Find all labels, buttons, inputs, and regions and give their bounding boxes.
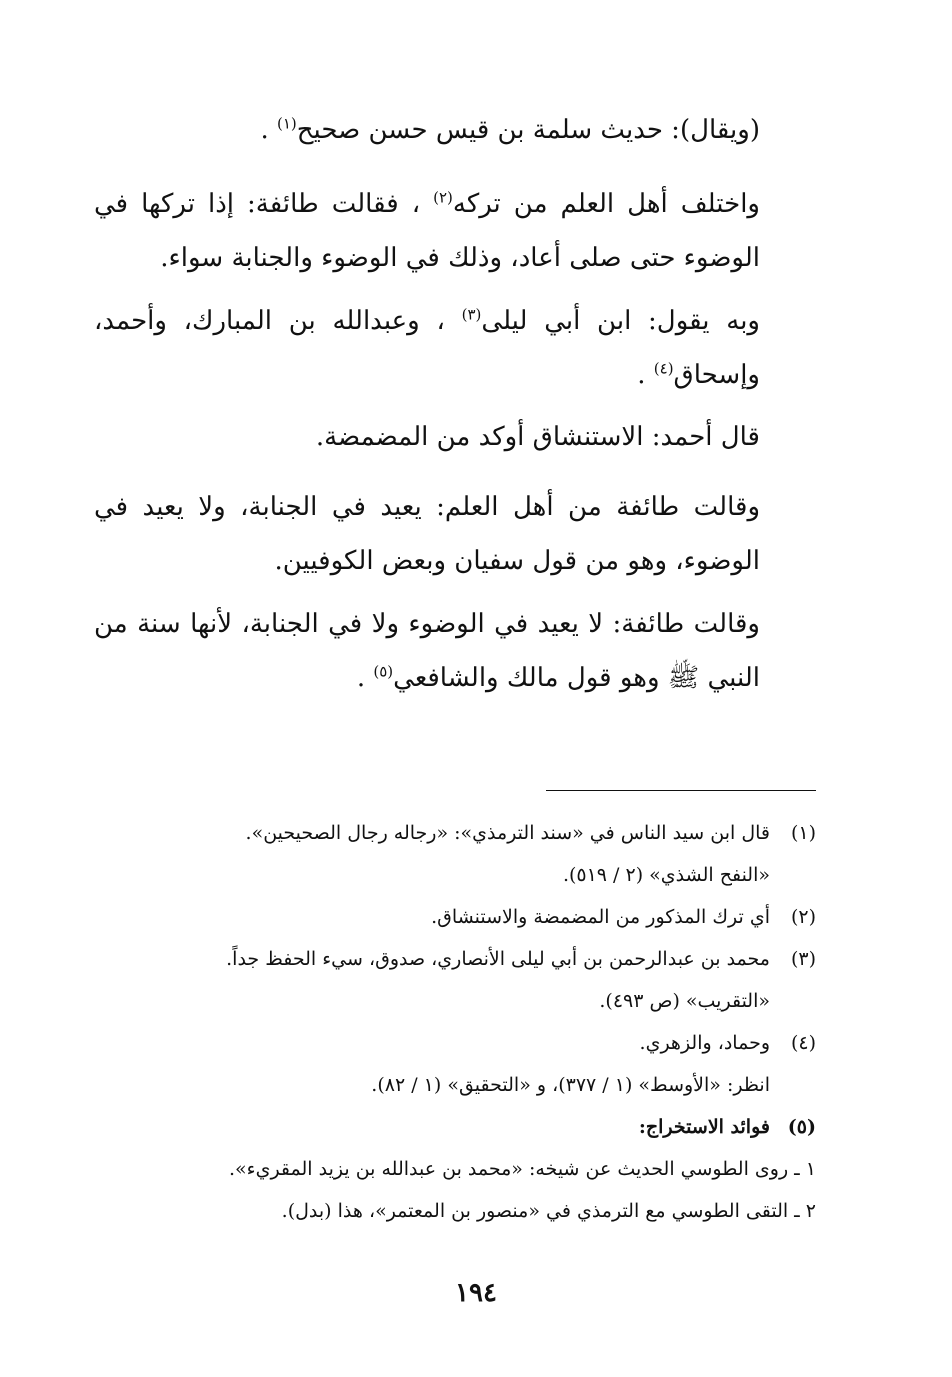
paragraph-text: . [637, 360, 654, 390]
footnote-line [94, 980, 816, 1022]
page-number: ١٩٤ [455, 1278, 497, 1308]
paragraph-3 [94, 294, 816, 402]
footnote-line [94, 854, 816, 896]
footnote-text: ١ ـ روى الطوسي الحديث عن شيخه: «محمد بن عبدالله بن يزيد المقريء». [228, 1158, 816, 1180]
footnote-line [94, 1148, 816, 1190]
footnote-text: محمد بن عبدالرحمن بن أبي ليلى الأنصاري، صدوق، سيء الحفظ جداً. [226, 948, 770, 970]
footnote-text: «التقريب» (ص ٤٩٣). [599, 990, 770, 1012]
paragraph-2 [94, 177, 816, 285]
paragraph-text: وبه يقول: ابن أبي ليلى [481, 306, 760, 336]
paragraph-text: وقالت طائفة من أهل العلم: يعيد في الجنابة، ولا يعيد في الوضوء، وهو من قول سفيان وبعض الكوفيين. [94, 492, 760, 576]
footnote-ref-1: (١) [276, 114, 297, 133]
footnote-ref-4: (٤) [653, 359, 674, 378]
paragraph-text: . [356, 663, 374, 693]
paragraph-text: ، فقالت طائفة: إذا تركها في الوضوء حتى صلى أعاد، وذلك في الوضوء والجنابة سواء. [94, 189, 760, 273]
footnote-number: (١) [790, 822, 816, 844]
footnote-number: (٢) [790, 906, 816, 928]
footnote-text: قال ابن سيد الناس في «سند الترمذي»: «رجاله رجال الصحيحين». [245, 822, 770, 844]
footnote-ref-3: (٣) [461, 305, 482, 324]
footnote-text: وحماد، والزهري. [639, 1032, 770, 1054]
paragraph-text: (ويقال): حديث سلمة بن قيس حسن صحيح [296, 115, 760, 145]
paragraph-6 [94, 597, 816, 705]
paragraph-1 [94, 103, 816, 157]
paragraph-text: . [260, 115, 277, 145]
footnote-line [94, 1022, 816, 1064]
paragraph-5 [94, 480, 816, 588]
paragraph-text: واختلف أهل العلم من تركه [452, 189, 760, 219]
footnote-ref-5: (٥) [373, 662, 394, 681]
footnote-number: (٥) [787, 1116, 816, 1138]
footnote-divider [546, 790, 816, 791]
footnote-line [94, 1190, 816, 1232]
footnote-line [94, 812, 816, 854]
paragraph-4 [94, 410, 816, 464]
footnote-text: ٢ ـ التقى الطوسي مع الترمذي في «منصور بن المعتمر»، هذا (بدل). [281, 1200, 816, 1222]
footnote-text: أي ترك المذكور من المضمضة والاستنشاق. [431, 906, 770, 928]
footnote-line [94, 896, 816, 938]
footnote-text: «النفح الشذي» (٢ / ٥١٩). [562, 864, 770, 886]
footnote-ref-2: (٢) [433, 188, 453, 207]
footnote-number: (٤) [790, 1032, 816, 1054]
footnote-heading: فوائد الاستخراج: [638, 1116, 770, 1138]
footnote-line [94, 1064, 816, 1106]
paragraph-text: وقالت طائفة: لا يعيد في الوضوء ولا في الجنابة، لأنها سنة من النبي ﷺ وهو قول مالك والشافعي [94, 609, 760, 693]
footnote-line [94, 1106, 816, 1148]
footnote-text: انظر: «الأوسط» (١ / ٣٧٧)، و «التحقيق» (١ / ٨٢). [371, 1074, 770, 1096]
footnote-number: (٣) [790, 948, 816, 970]
footnotes [94, 812, 816, 1232]
footnote-line [94, 938, 816, 980]
paragraph-text: ، وعبدالله بن المبارك، وأحمد، وإسحاق [94, 306, 760, 390]
paragraph-text: قال أحمد: الاستنشاق أوكد من المضمضة. [315, 422, 760, 452]
